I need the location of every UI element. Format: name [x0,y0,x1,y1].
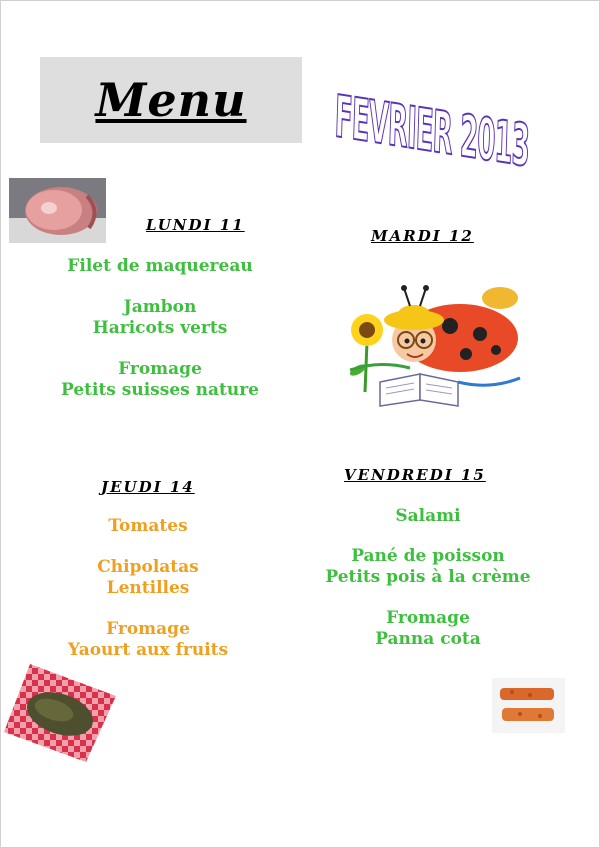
menu-title-box [40,57,302,143]
lundi-plat-1: Jambon [123,297,197,317]
day-label-vendredi: VENDREDI 15 [344,466,486,484]
jeudi-dessert-1: Fromage [106,619,190,639]
ham-image [9,178,106,243]
month-title: FEVRIER 2013 [333,82,531,180]
vendredi-entree: Salami [395,506,461,526]
day-label-lundi: LUNDI 11 [146,216,245,234]
jeudi-entree: Tomates [108,516,188,536]
lundi-dessert-1: Fromage [118,359,202,379]
ladybug-image [340,282,530,410]
jeudi-plat-1: Chipolatas [97,557,199,577]
lundi-entree: Filet de maquereau [67,256,253,276]
vendredi-dessert-1: Fromage [386,608,470,628]
vendredi-dessert-2: Panna cota [375,629,481,649]
menu-title: Menu [95,73,247,127]
jeudi-dessert-2: Yaourt aux fruits [67,640,229,660]
lundi-plat-2: Haricots verts [92,318,228,338]
jeudi-plat-2: Lentilles [106,578,190,598]
day-label-mardi: MARDI 12 [371,227,474,245]
lundi-dessert-2: Petits suisses nature [61,380,259,400]
vendredi-plat-1: Pané de poisson [351,546,505,566]
lentils-image [2,662,117,764]
fish-sticks-image [492,678,565,733]
vendredi-plat-2: Petits pois à la crème [325,567,531,587]
day-label-jeudi: JEUDI 14 [101,478,195,496]
